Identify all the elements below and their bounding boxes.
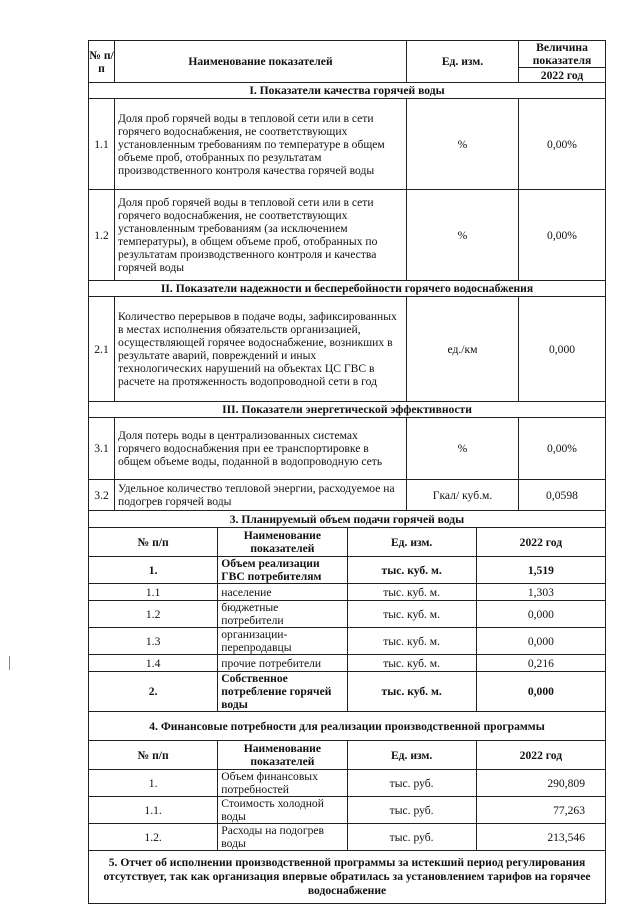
row-num: 1. [89,557,218,584]
row-value: 0,216 [476,655,605,672]
header-unit: Ед. изм. [347,528,476,557]
row-value: 0,000 [476,628,605,655]
header-year: 2022 год [519,68,606,83]
row-name: население [218,584,347,601]
row-value: 1,519 [476,557,605,584]
row-value: 0,00% [519,190,606,281]
header-name: Наименование показателей [218,528,347,557]
row-num: 1.2 [89,601,218,628]
row-value: 0,00% [519,418,606,480]
row-unit: тыс. куб. м. [347,655,476,672]
row-unit: тыс. куб. м. [347,672,476,712]
row-name: Стоимость холодной воды [218,797,347,824]
row-name: Удельное количество тепловой энергии, расходуемое на подогрев горячей воды [115,480,407,511]
row-num: 2. [89,672,218,712]
row-name: бюджетные потребители [218,601,347,628]
row-name: прочие потребители [218,655,347,672]
row-unit: тыс. куб. м. [347,557,476,584]
row-value: 77,263 [476,797,605,824]
row-value: 0,0598 [519,480,606,511]
row-unit: тыс. руб. [347,797,476,824]
header-year: 2022 год [476,741,605,770]
row-unit: Гкал/ куб.м. [407,480,519,511]
row-unit: тыс. руб. [347,824,476,851]
header-unit: Ед. изм. [347,741,476,770]
header-num: № п/п [89,528,218,557]
row-unit: тыс. куб. м. [347,601,476,628]
row-value: 0,000 [476,601,605,628]
header-name: Наименование показателей [115,41,407,83]
header-num: № п/п [89,741,218,770]
indicators-table [88,40,606,511]
row-name: Объем финансовых потребностей [218,770,347,797]
section-title-1: I. Показатели качества горячей воды [89,83,606,99]
planned-volume-table [88,510,606,712]
row-unit: тыс. куб. м. [347,628,476,655]
row-name: Доля потерь воды в централизованных системах горячего водоснабжения при ее транспортировке в общем объеме воды, поданной в водопроводную сеть [115,418,407,480]
row-num: 1.1. [89,797,218,824]
row-num: 3.2 [89,480,115,511]
row-num: 1.4 [89,655,218,672]
row-name: Объем реализации ГВС потребителям [218,557,347,584]
report-note: 5. Отчет об исполнении производственной программы за истекший период регулирования отсутствует, так как организация впервые обратилась за установлением тарифов на горячее водоснабжение [89,851,606,904]
row-value: 290,809 [476,770,605,797]
row-name: организации-перепродавцы [218,628,347,655]
row-num: 1.3 [89,628,218,655]
header-year: 2022 год [476,528,605,557]
row-unit: % [407,418,519,480]
row-value: 1,303 [476,584,605,601]
table4-title: 4. Финансовые потребности для реализации производственной программы [89,712,606,741]
row-num: 3.1 [89,418,115,480]
row-num: 1.1 [89,584,218,601]
row-name: Собственное потребление горячей воды [218,672,347,712]
row-num: 2.1 [89,297,115,402]
row-name: Доля проб горячей воды в тепловой сети или в сети горячего водоснабжения, не соответствующих установленным требованиям по температуре в общем объеме проб, отобранных по результатам производственного контроля качества горячей воды [115,99,407,190]
row-unit: % [407,190,519,281]
table3-title: 3. Планируемый объем подачи горячей воды [89,511,606,528]
row-value: 0,000 [476,672,605,712]
row-value: 213,546 [476,824,605,851]
row-value: 0,00% [519,99,606,190]
header-value-title: Величина показателя [519,41,606,68]
row-num: 1.2. [89,824,218,851]
row-unit: тыс. куб. м. [347,584,476,601]
row-unit: ед./км [407,297,519,402]
document-sheet [88,40,606,904]
row-name: Доля проб горячей воды в тепловой сети или в сети горячего водоснабжения, не соответствующих установленным требованиям (за исключением температуры), в общем объеме проб, отобранных по результатам производственного контроля и качества горячей воды [115,190,407,281]
scan-mark [9,656,10,670]
header-num: № п/п [89,41,115,83]
row-num: 1.1 [89,99,115,190]
header-name: Наименование показателей [218,741,347,770]
row-num: 1. [89,770,218,797]
row-name: Количество перерывов в подаче воды, зафиксированных в местах исполнения обязательств организацией, осуществляющей горячее водоснабжение, возникших в результате аварий, повреждений и иных технологических нарушений на объектах ЦС ГВС в расчете на протяженность водопроводной сети в год [115,297,407,402]
section-title-2: II. Показатели надежности и бесперебойности горячего водоснабжения [89,281,606,297]
header-unit: Ед. изм. [407,41,519,83]
row-unit: % [407,99,519,190]
row-value: 0,000 [519,297,606,402]
section-title-3: III. Показатели энергетической эффективности [89,402,606,418]
row-unit: тыс. руб. [347,770,476,797]
financial-needs-table [88,711,606,904]
row-num: 1.2 [89,190,115,281]
row-name: Расходы на подогрев воды [218,824,347,851]
